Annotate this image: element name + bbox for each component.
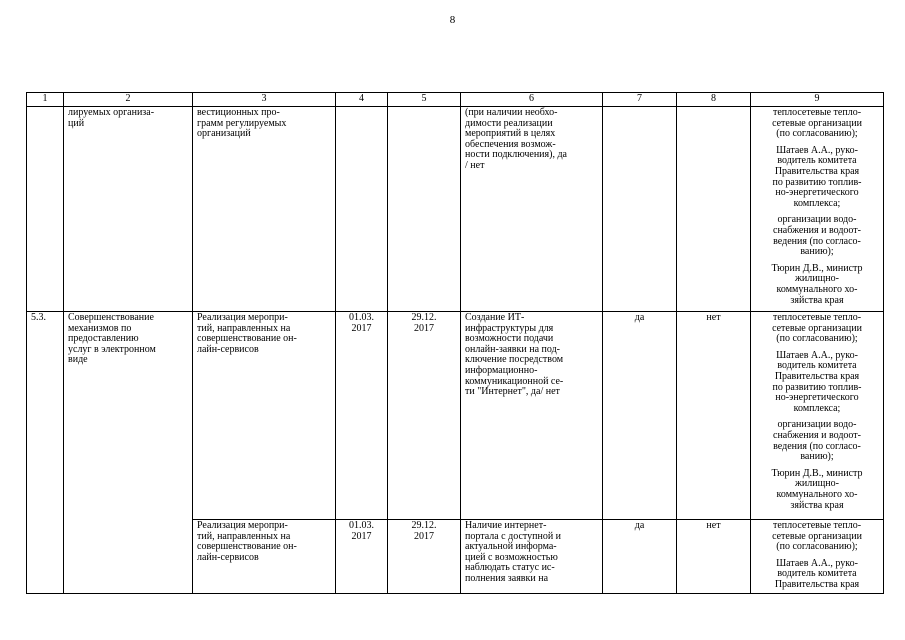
responsible-cell bbox=[751, 107, 884, 312]
end-date-cell: 29.12. 2017 bbox=[388, 520, 461, 594]
responsible-entry: теплосетевые тепло- сетевые организации (по согласованию); bbox=[772, 107, 862, 140]
column-header: 5 bbox=[388, 93, 461, 107]
indicator-cell: Наличие интернет- портала с доступной и актуальной информа- цией с возможностью наблюдать статус ис- полнения заявки на bbox=[461, 520, 603, 594]
indicator-cell: (при наличии необхо- димости реализации мероприятий в целях обеспечения возмож- ности подключения), да / нет bbox=[461, 107, 603, 312]
item-name-cell: Совершенствование механизмов по предоставлению услуг в электронном виде bbox=[64, 312, 193, 594]
end-date-cell: 29.12. 2017 bbox=[388, 312, 461, 520]
column-header: 3 bbox=[193, 93, 336, 107]
responsible-entry: организации водо- снабжения и водоот- ведения (по согласо- ванию); bbox=[773, 214, 861, 258]
item-number-cell bbox=[27, 107, 64, 312]
responsible-entry: Тюрин Д.В., министр жилищно- коммунального хо- зяйства края bbox=[771, 467, 863, 511]
column-header: 7 bbox=[603, 93, 677, 107]
fact-value-cell: нет bbox=[677, 520, 751, 594]
start-date-cell bbox=[336, 107, 388, 312]
page-number: 8 bbox=[449, 14, 456, 26]
plan-value-cell bbox=[603, 107, 677, 312]
item-name-cell: лируемых организа- ций bbox=[64, 107, 193, 312]
plan-value-cell: да bbox=[603, 312, 677, 520]
item-number-cell: 5.3. bbox=[27, 312, 64, 594]
end-date-cell bbox=[388, 107, 461, 312]
column-header: 4 bbox=[336, 93, 388, 107]
indicator-cell: Создание ИТ- инфраструктуры для возможности подачи онлайн-заявки на под- ключение посредством информационно- коммуникационной се- ти "Интернет", да/ нет bbox=[461, 312, 603, 520]
start-date-cell: 01.03. 2017 bbox=[336, 520, 388, 594]
responsible-entry: Шатаев А.А., руко- водитель комитета Правительства края по развитию топлив- но-энергетического комплекса; bbox=[772, 144, 862, 209]
responsible-entry: организации водо- снабжения и водоот- ведения (по согласо- ванию); bbox=[773, 419, 861, 463]
responsible-cell bbox=[751, 520, 884, 594]
responsible-entry: Шатаев А.А., руко- водитель комитета Правительства края по развитию топлив- но-энергетического комплекса; bbox=[772, 349, 862, 414]
table-row bbox=[27, 312, 884, 520]
responsible-entry: теплосетевые тепло- сетевые организации (по согласованию); bbox=[772, 312, 862, 345]
activity-cell: Реализация меропри- тий, направленных на совершенствование он- лайн-сервисов bbox=[193, 312, 336, 520]
activity-cell: вестиционных про- грамм регулируемых организаций bbox=[193, 107, 336, 312]
column-header: 6 bbox=[461, 93, 603, 107]
column-header: 1 bbox=[27, 93, 64, 107]
table-row bbox=[27, 107, 884, 312]
plan-table bbox=[26, 92, 884, 594]
plan-value-cell: да bbox=[603, 520, 677, 594]
column-header: 9 bbox=[751, 93, 884, 107]
start-date-cell: 01.03. 2017 bbox=[336, 312, 388, 520]
responsible-cell bbox=[751, 312, 884, 520]
responsible-entry: теплосетевые тепло- сетевые организации (по согласованию); bbox=[772, 520, 862, 553]
responsible-entry: Шатаев А.А., руко- водитель комитета Правительства края bbox=[774, 557, 860, 590]
column-header: 8 bbox=[677, 93, 751, 107]
header-row bbox=[27, 93, 884, 107]
responsible-entry: Тюрин Д.В., министр жилищно- коммунального хо- зяйства края bbox=[771, 262, 863, 306]
fact-value-cell bbox=[677, 107, 751, 312]
activity-cell: Реализация меропри- тий, направленных на совершенствование он- лайн-сервисов bbox=[193, 520, 336, 594]
fact-value-cell: нет bbox=[677, 312, 751, 520]
column-header: 2 bbox=[64, 93, 193, 107]
